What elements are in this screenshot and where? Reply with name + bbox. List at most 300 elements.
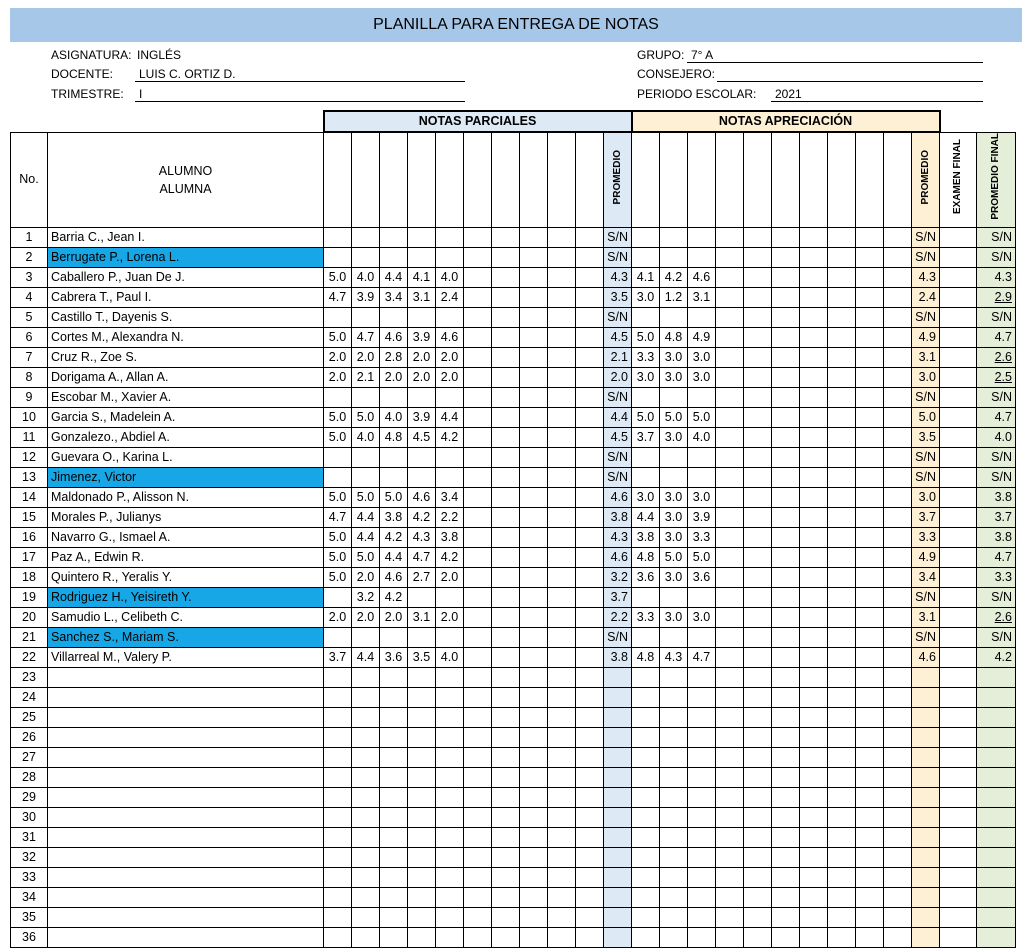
- apreciacion-grade: 3.1: [688, 287, 716, 307]
- parcial-grade: 3.2: [352, 587, 380, 607]
- parcial-grade: 2.0: [436, 367, 464, 387]
- parcial-grade: [324, 907, 352, 927]
- promedio-final: [977, 927, 1016, 947]
- parcial-grade: 2.0: [436, 607, 464, 627]
- apreciacion-grade: [744, 247, 772, 267]
- apreciacion-grade: [660, 887, 688, 907]
- apreciacion-grade: [660, 907, 688, 927]
- parcial-grade: [548, 287, 576, 307]
- apreciacion-grade: [660, 587, 688, 607]
- promedio-apreciacion: S/N: [912, 447, 940, 467]
- apreciacion-grade: [688, 847, 716, 867]
- apreciacion-grade: [772, 647, 800, 667]
- parcial-grade: 2.0: [436, 347, 464, 367]
- apreciacion-grade: [856, 367, 884, 387]
- parcial-grade: [464, 507, 492, 527]
- apreciacion-grade: 3.0: [660, 507, 688, 527]
- parcial-grade: [408, 307, 436, 327]
- parcial-grade: [464, 467, 492, 487]
- apreciacion-grade: [688, 227, 716, 247]
- apreciacion-grade: [800, 387, 828, 407]
- apreciacion-grade: [660, 227, 688, 247]
- parcial-grade: [520, 347, 548, 367]
- parcial-grade: [408, 627, 436, 647]
- apreciacion-grade: [632, 767, 660, 787]
- parcial-grade: [464, 527, 492, 547]
- apreciacion-grade: [856, 927, 884, 947]
- student-name: [48, 907, 324, 927]
- promedio-parciales: S/N: [604, 227, 632, 247]
- apreciacion-grade: [856, 907, 884, 927]
- apreciacion-grade: [772, 787, 800, 807]
- apreciacion-grade: [828, 327, 856, 347]
- apreciacion-grade: [716, 267, 744, 287]
- parcial-grade: [408, 827, 436, 847]
- promedio-apreciacion: [912, 667, 940, 687]
- apreciacion-grade: [772, 827, 800, 847]
- apreciacion-grade: [744, 527, 772, 547]
- apreciacion-grade: [744, 367, 772, 387]
- promedio-parciales: 2.1: [604, 347, 632, 367]
- parcial-grade: [380, 927, 408, 947]
- examen-final: [940, 327, 977, 347]
- parcial-grade: [520, 647, 548, 667]
- parcial-grade: [576, 487, 604, 507]
- apreciacion-grade: 3.0: [688, 487, 716, 507]
- apreciacion-grade: [688, 747, 716, 767]
- table-row: [11, 927, 1016, 947]
- apreciacion-grade: [800, 227, 828, 247]
- promedio-final: S/N: [977, 387, 1016, 407]
- promedio-final: 3.8: [977, 527, 1016, 547]
- promedio-final: 2.6: [977, 607, 1016, 627]
- parcial-grade: [464, 927, 492, 947]
- parcial-grade: [352, 447, 380, 467]
- student-name: Jimenez, Victor: [48, 467, 324, 487]
- parcial-grade: [408, 387, 436, 407]
- student-name: Cruz R., Zoe S.: [48, 347, 324, 367]
- parcial-grade: 5.0: [324, 327, 352, 347]
- apreciacion-grade: [688, 307, 716, 327]
- student-name: [48, 767, 324, 787]
- apreciacion-grade: [772, 547, 800, 567]
- table-row: [11, 387, 1016, 407]
- apreciacion-grade: [772, 727, 800, 747]
- apreciacion-grade: [688, 727, 716, 747]
- parcial-grade: [324, 827, 352, 847]
- student-name: Dorigama A., Allan A.: [48, 367, 324, 387]
- apreciacion-grade: [828, 387, 856, 407]
- apreciacion-grade: [744, 767, 772, 787]
- parcial-grade: [492, 827, 520, 847]
- parcial-grade: [352, 767, 380, 787]
- parcial-grade: [492, 447, 520, 467]
- apreciacion-grade: [884, 307, 912, 327]
- header-apreciacion-col: [632, 132, 660, 227]
- parcial-grade: 5.0: [324, 547, 352, 567]
- promedio-final: S/N: [977, 587, 1016, 607]
- meta-grupo: [637, 48, 983, 62]
- examen-final: [940, 567, 977, 587]
- apreciacion-grade: [884, 727, 912, 747]
- apreciacion-grade: [744, 787, 772, 807]
- parcial-grade: 3.7: [324, 647, 352, 667]
- parcial-grade: [520, 267, 548, 287]
- apreciacion-grade: [688, 627, 716, 647]
- apreciacion-grade: [744, 307, 772, 327]
- parcial-grade: [520, 887, 548, 907]
- parcial-grade: [324, 847, 352, 867]
- parcial-grade: 4.0: [436, 647, 464, 667]
- parcial-grade: 2.0: [324, 347, 352, 367]
- apreciacion-grade: [884, 227, 912, 247]
- student-name: Caballero P., Juan De J.: [48, 267, 324, 287]
- promedio-parciales: [604, 807, 632, 827]
- parcial-grade: [576, 847, 604, 867]
- apreciacion-grade: [828, 727, 856, 747]
- promedio-final: 3.7: [977, 507, 1016, 527]
- examen-final: [940, 807, 977, 827]
- apreciacion-grade: 3.0: [660, 567, 688, 587]
- promedio-final: [977, 767, 1016, 787]
- apreciacion-grade: [856, 867, 884, 887]
- apreciacion-grade: [884, 487, 912, 507]
- promedio-parciales: 4.4: [604, 407, 632, 427]
- promedio-final: 2.6: [977, 347, 1016, 367]
- table-row: [11, 347, 1016, 367]
- parcial-grade: [576, 507, 604, 527]
- parcial-grade: [520, 227, 548, 247]
- parcial-grade: [520, 587, 548, 607]
- apreciacion-grade: [660, 447, 688, 467]
- header-promedio-parciales: [604, 132, 632, 227]
- parcial-grade: [492, 247, 520, 267]
- table-row: [11, 887, 1016, 907]
- apreciacion-grade: 3.0: [688, 607, 716, 627]
- row-number: 5: [11, 307, 48, 327]
- grupo-value: 7° A: [687, 48, 983, 63]
- apreciacion-grade: [800, 467, 828, 487]
- parcial-grade: [408, 247, 436, 267]
- parcial-grade: [520, 387, 548, 407]
- parcial-grade: 4.4: [380, 547, 408, 567]
- parcial-grade: [576, 587, 604, 607]
- parcial-grade: [548, 407, 576, 427]
- apreciacion-grade: [884, 827, 912, 847]
- parcial-grade: 4.8: [380, 427, 408, 447]
- parcial-grade: [324, 727, 352, 747]
- apreciacion-grade: [828, 427, 856, 447]
- parcial-grade: [548, 327, 576, 347]
- apreciacion-grade: [744, 287, 772, 307]
- parcial-grade: [324, 627, 352, 647]
- parcial-grade: [380, 667, 408, 687]
- parcial-grade: [464, 307, 492, 327]
- promedio-final: [977, 847, 1016, 867]
- promedio-apreciacion: S/N: [912, 387, 940, 407]
- apreciacion-grade: [772, 267, 800, 287]
- apreciacion-grade: 4.8: [632, 647, 660, 667]
- parcial-grade: [492, 287, 520, 307]
- apreciacion-grade: [800, 807, 828, 827]
- parcial-grade: [548, 827, 576, 847]
- promedio-final: 4.2: [977, 647, 1016, 667]
- student-name: Navarro G., Ismael A.: [48, 527, 324, 547]
- parcial-grade: [520, 707, 548, 727]
- table-row: [11, 447, 1016, 467]
- header-apreciacion-col: [716, 132, 744, 227]
- header-examen-final: [940, 132, 977, 227]
- apreciacion-grade: [716, 527, 744, 547]
- parcial-grade: 4.6: [408, 487, 436, 507]
- apreciacion-grade: [800, 847, 828, 867]
- row-number: 9: [11, 387, 48, 407]
- examen-final: [940, 787, 977, 807]
- student-name: Gonzalezo., Abdiel A.: [48, 427, 324, 447]
- apreciacion-grade: [716, 347, 744, 367]
- table-row: [11, 607, 1016, 627]
- examen-final: [940, 287, 977, 307]
- row-number: 18: [11, 567, 48, 587]
- meta-consejero: [637, 67, 983, 81]
- parcial-grade: [380, 467, 408, 487]
- parcial-grade: [576, 267, 604, 287]
- parcial-grade: [324, 707, 352, 727]
- parcial-grade: [436, 447, 464, 467]
- parcial-grade: [408, 887, 436, 907]
- promedio-final: S/N: [977, 627, 1016, 647]
- apreciacion-grade: [632, 447, 660, 467]
- student-name: Maldonado P., Alisson N.: [48, 487, 324, 507]
- apreciacion-grade: [632, 707, 660, 727]
- parcial-grade: [324, 687, 352, 707]
- promedio-final: S/N: [977, 447, 1016, 467]
- promedio-apreciacion: 3.4: [912, 567, 940, 587]
- promedio-final: [977, 787, 1016, 807]
- apreciacion-grade: [828, 687, 856, 707]
- apreciacion-grade: [716, 787, 744, 807]
- promedio-apreciacion: 3.3: [912, 527, 940, 547]
- promedio-apreciacion: 4.3: [912, 267, 940, 287]
- apreciacion-grade: [828, 227, 856, 247]
- promedio-parciales: [604, 867, 632, 887]
- meta-asignatura: [51, 48, 465, 62]
- parcial-grade: [464, 907, 492, 927]
- parcial-grade: [548, 647, 576, 667]
- examen-final: [940, 827, 977, 847]
- promedio-parciales: 4.3: [604, 267, 632, 287]
- apreciacion-grade: 4.3: [660, 647, 688, 667]
- promedio-apreciacion: S/N: [912, 307, 940, 327]
- promedio-final: [977, 827, 1016, 847]
- promedio-final: [977, 727, 1016, 747]
- row-number: 4: [11, 287, 48, 307]
- examen-final: [940, 607, 977, 627]
- parcial-grade: [464, 387, 492, 407]
- parcial-grade: 4.5: [408, 427, 436, 447]
- table-row: [11, 247, 1016, 267]
- parcial-grade: [548, 887, 576, 907]
- apreciacion-grade: [828, 607, 856, 627]
- parcial-grade: [548, 347, 576, 367]
- parcial-grade: [576, 687, 604, 707]
- parcial-grade: [576, 407, 604, 427]
- apreciacion-grade: [744, 707, 772, 727]
- apreciacion-grade: [884, 687, 912, 707]
- apreciacion-grade: [716, 727, 744, 747]
- apreciacion-grade: [716, 487, 744, 507]
- header-alumno-line1: ALUMNO: [158, 163, 213, 178]
- apreciacion-grade: 3.3: [632, 347, 660, 367]
- table-row: [11, 907, 1016, 927]
- row-number: 16: [11, 527, 48, 547]
- student-name: Cortes M., Alexandra N.: [48, 327, 324, 347]
- row-number: 30: [11, 807, 48, 827]
- row-number: 33: [11, 867, 48, 887]
- parcial-grade: [352, 787, 380, 807]
- parcial-grade: [324, 227, 352, 247]
- apreciacion-grade: [828, 447, 856, 467]
- apreciacion-grade: [884, 567, 912, 587]
- apreciacion-grade: [772, 367, 800, 387]
- apreciacion-grade: 3.6: [632, 567, 660, 587]
- examen-final: [940, 707, 977, 727]
- parcial-grade: [520, 747, 548, 767]
- parcial-grade: [492, 607, 520, 627]
- promedio-parciales: [604, 727, 632, 747]
- apreciacion-grade: 5.0: [688, 407, 716, 427]
- table-row: [11, 847, 1016, 867]
- examen-final: [940, 627, 977, 647]
- header-parcial-col: [436, 132, 464, 227]
- parcial-grade: [436, 727, 464, 747]
- apreciacion-grade: [884, 647, 912, 667]
- apreciacion-grade: [772, 347, 800, 367]
- parcial-grade: [548, 807, 576, 827]
- parcial-grade: [464, 487, 492, 507]
- student-name: [48, 727, 324, 747]
- apreciacion-grade: 3.0: [632, 367, 660, 387]
- promedio-parciales: S/N: [604, 467, 632, 487]
- apreciacion-grade: [856, 427, 884, 447]
- apreciacion-grade: [716, 367, 744, 387]
- parcial-grade: [380, 767, 408, 787]
- apreciacion-grade: [744, 927, 772, 947]
- parcial-grade: [576, 227, 604, 247]
- apreciacion-grade: [660, 927, 688, 947]
- promedio-final: S/N: [977, 247, 1016, 267]
- student-name: Castillo T., Dayenis S.: [48, 307, 324, 327]
- apreciacion-grade: [660, 667, 688, 687]
- apreciacion-grade: [800, 427, 828, 447]
- parcial-grade: 4.3: [408, 527, 436, 547]
- examen-final: [940, 247, 977, 267]
- apreciacion-grade: [772, 767, 800, 787]
- parcial-grade: 2.0: [436, 567, 464, 587]
- parcial-grade: [520, 287, 548, 307]
- apreciacion-grade: [688, 587, 716, 607]
- promedio-parciales: S/N: [604, 627, 632, 647]
- parcial-grade: [464, 687, 492, 707]
- promedio-final: 4.7: [977, 327, 1016, 347]
- apreciacion-grade: [716, 687, 744, 707]
- header-parcial-col: [520, 132, 548, 227]
- promedio-parciales: [604, 887, 632, 907]
- header-promedio-final-label: PROMEDIO FINAL: [990, 133, 1001, 220]
- student-name: [48, 927, 324, 947]
- parcial-grade: [436, 707, 464, 727]
- parcial-grade: [352, 667, 380, 687]
- parcial-grade: [464, 787, 492, 807]
- parcial-grade: [324, 787, 352, 807]
- apreciacion-grade: [800, 747, 828, 767]
- row-number: 19: [11, 587, 48, 607]
- promedio-apreciacion: 3.0: [912, 367, 940, 387]
- parcial-grade: 3.8: [380, 507, 408, 527]
- parcial-grade: [548, 927, 576, 947]
- apreciacion-grade: [632, 307, 660, 327]
- docente-value: LUIS C. ORTIZ D.: [135, 67, 465, 82]
- docente-label: DOCENTE:: [51, 67, 114, 81]
- apreciacion-grade: [856, 647, 884, 667]
- examen-final: [940, 667, 977, 687]
- apreciacion-grade: [688, 707, 716, 727]
- promedio-parciales: [604, 927, 632, 947]
- parcial-grade: [548, 727, 576, 747]
- apreciacion-grade: [772, 867, 800, 887]
- parcial-grade: [492, 267, 520, 287]
- parcial-grade: [380, 247, 408, 267]
- apreciacion-grade: [716, 427, 744, 447]
- promedio-parciales: [604, 747, 632, 767]
- parcial-grade: [436, 827, 464, 847]
- parcial-grade: 2.7: [408, 567, 436, 587]
- examen-final: [940, 727, 977, 747]
- header-apreciacion-col: [772, 132, 800, 227]
- parcial-grade: [576, 807, 604, 827]
- parcial-grade: [436, 767, 464, 787]
- parcial-grade: [352, 467, 380, 487]
- promedio-parciales: [604, 667, 632, 687]
- promedio-parciales: S/N: [604, 247, 632, 267]
- parcial-grade: [520, 507, 548, 527]
- header-apreciacion-col: [688, 132, 716, 227]
- promedio-apreciacion: 3.0: [912, 487, 940, 507]
- apreciacion-grade: [716, 767, 744, 787]
- apreciacion-grade: [772, 707, 800, 727]
- apreciacion-grade: [884, 747, 912, 767]
- grades-table: [10, 110, 1016, 948]
- parcial-grade: [324, 387, 352, 407]
- parcial-grade: [436, 587, 464, 607]
- apreciacion-grade: [800, 527, 828, 547]
- apreciacion-grade: [828, 747, 856, 767]
- parcial-grade: [520, 567, 548, 587]
- apreciacion-grade: [744, 867, 772, 887]
- apreciacion-grade: [632, 847, 660, 867]
- header-promedio-apreciacion: [912, 132, 940, 227]
- parcial-grade: [408, 587, 436, 607]
- parcial-grade: [380, 907, 408, 927]
- promedio-final: [977, 707, 1016, 727]
- apreciacion-grade: [716, 627, 744, 647]
- apreciacion-grade: 3.0: [688, 347, 716, 367]
- header-apreciacion-col: [800, 132, 828, 227]
- apreciacion-grade: [884, 387, 912, 407]
- parcial-grade: [520, 607, 548, 627]
- apreciacion-grade: [828, 887, 856, 907]
- table-row: [11, 467, 1016, 487]
